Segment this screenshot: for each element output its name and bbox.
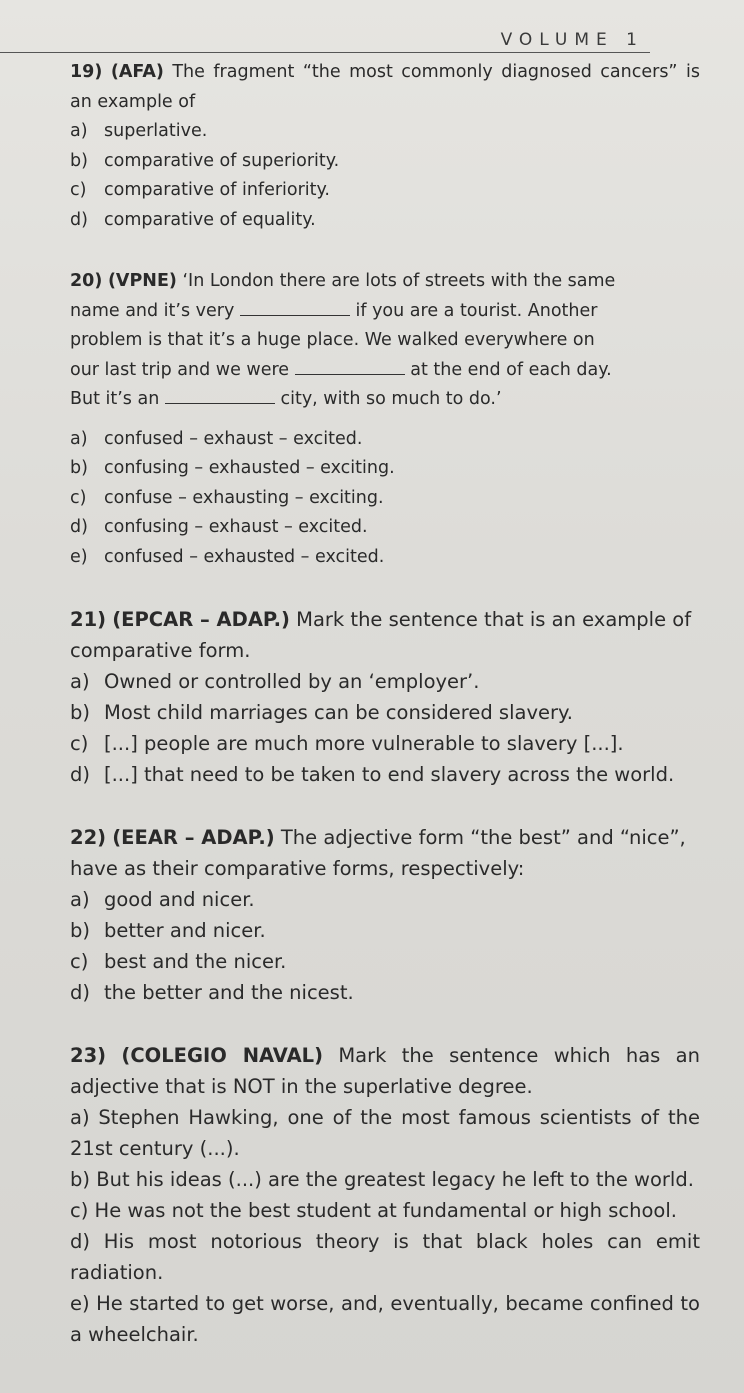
option-b[interactable]: b) better and nicer. xyxy=(70,919,266,942)
answer-blank[interactable] xyxy=(165,389,275,404)
question-20 xyxy=(70,267,700,572)
option-b[interactable]: b) But his ideas (...) are the greatest legacy he left to the world. xyxy=(70,1168,694,1191)
option-c[interactable]: c) best and the nicer. xyxy=(70,950,287,973)
answer-blank[interactable] xyxy=(240,301,350,316)
option-d[interactable]: d) His most notorious theory is that black holes can emit radiation. xyxy=(70,1230,700,1284)
question-number: 21) xyxy=(70,608,107,631)
question-23 xyxy=(70,1040,700,1350)
question-number: 19) xyxy=(70,62,103,82)
option-d[interactable]: d) confusing – exhaust – excited. xyxy=(70,517,368,537)
option-a[interactable]: a) superlative. xyxy=(70,121,208,141)
option-b[interactable]: b) Most child marriages can be considered slavery. xyxy=(70,701,573,724)
option-c[interactable]: c) comparative of inferiority. xyxy=(70,180,330,200)
question-20-stem: 20) (VPNE) ‘In London there are lots of streets with the same name and it’s very if you are a tourist. Another problem is that it’s a huge place. We walked everywhere on our last trip and we were at the end of each day. But it’s an city, with so much to do.’ xyxy=(70,271,616,409)
question-19 xyxy=(70,58,700,235)
option-d[interactable]: d) [...] that need to be taken to end slavery across the world. xyxy=(70,763,675,786)
question-source: (EEAR – ADAP.) xyxy=(112,826,275,849)
question-source: (COLEGIO NAVAL) xyxy=(121,1044,324,1067)
option-a[interactable]: a) Stephen Hawking, one of the most famous scientists of the 21st century (...). xyxy=(70,1106,700,1160)
answer-blank[interactable] xyxy=(295,360,405,375)
question-21 xyxy=(70,604,700,790)
option-b[interactable]: b) comparative of superiority. xyxy=(70,150,340,171)
question-22-stem xyxy=(70,822,700,884)
question-text: The adjective form “the best” and “nice”, have as their comparative forms, respectively: xyxy=(70,826,686,880)
option-d[interactable]: d) comparative of equality. xyxy=(70,209,316,230)
option-b[interactable]: b) confusing – exhausted – exciting. xyxy=(70,458,395,478)
option-d[interactable]: d) the better and the nicest. xyxy=(70,981,354,1004)
question-text: Mark the sentence that is an example of comparative form. xyxy=(70,608,692,662)
option-e[interactable]: e) He started to get worse, and, eventually, became confined to a wheelchair. xyxy=(70,1292,700,1346)
question-text: The fragment “the most commonly diagnosed cancers” is an example of xyxy=(70,62,700,112)
question-number: 23) xyxy=(70,1044,107,1067)
question-22 xyxy=(70,822,700,1008)
option-c[interactable]: c) [...] people are much more vulnerable to slavery [...]. xyxy=(70,732,624,755)
question-source: (EPCAR – ADAP.) xyxy=(112,608,290,631)
option-a[interactable]: a) confused – exhaust – excited. xyxy=(70,428,363,449)
option-e[interactable]: e) confused – exhausted – excited. xyxy=(70,546,385,567)
question-source: (VPNE) xyxy=(107,271,177,291)
question-number: 22) xyxy=(70,826,107,849)
header-rule xyxy=(0,52,650,53)
question-number: 20) xyxy=(70,271,103,291)
question-19-stem xyxy=(70,58,700,117)
question-text: Mark the sentence which has an adjective that is NOT in the superlative degree. xyxy=(70,1044,700,1098)
option-c[interactable]: c) confuse – exhausting – exciting. xyxy=(70,487,384,508)
question-23-stem xyxy=(70,1040,700,1102)
question-21-stem xyxy=(70,604,700,666)
option-c[interactable]: c) He was not the best student at fundamental or high school. xyxy=(70,1199,677,1222)
option-a[interactable]: a) good and nicer. xyxy=(70,888,255,911)
question-list xyxy=(70,58,700,1382)
question-source: (AFA) xyxy=(110,62,164,82)
volume-header: VOLUME 1 xyxy=(500,30,644,50)
option-a[interactable]: a) Owned or controlled by an ‘employer’. xyxy=(70,670,480,693)
